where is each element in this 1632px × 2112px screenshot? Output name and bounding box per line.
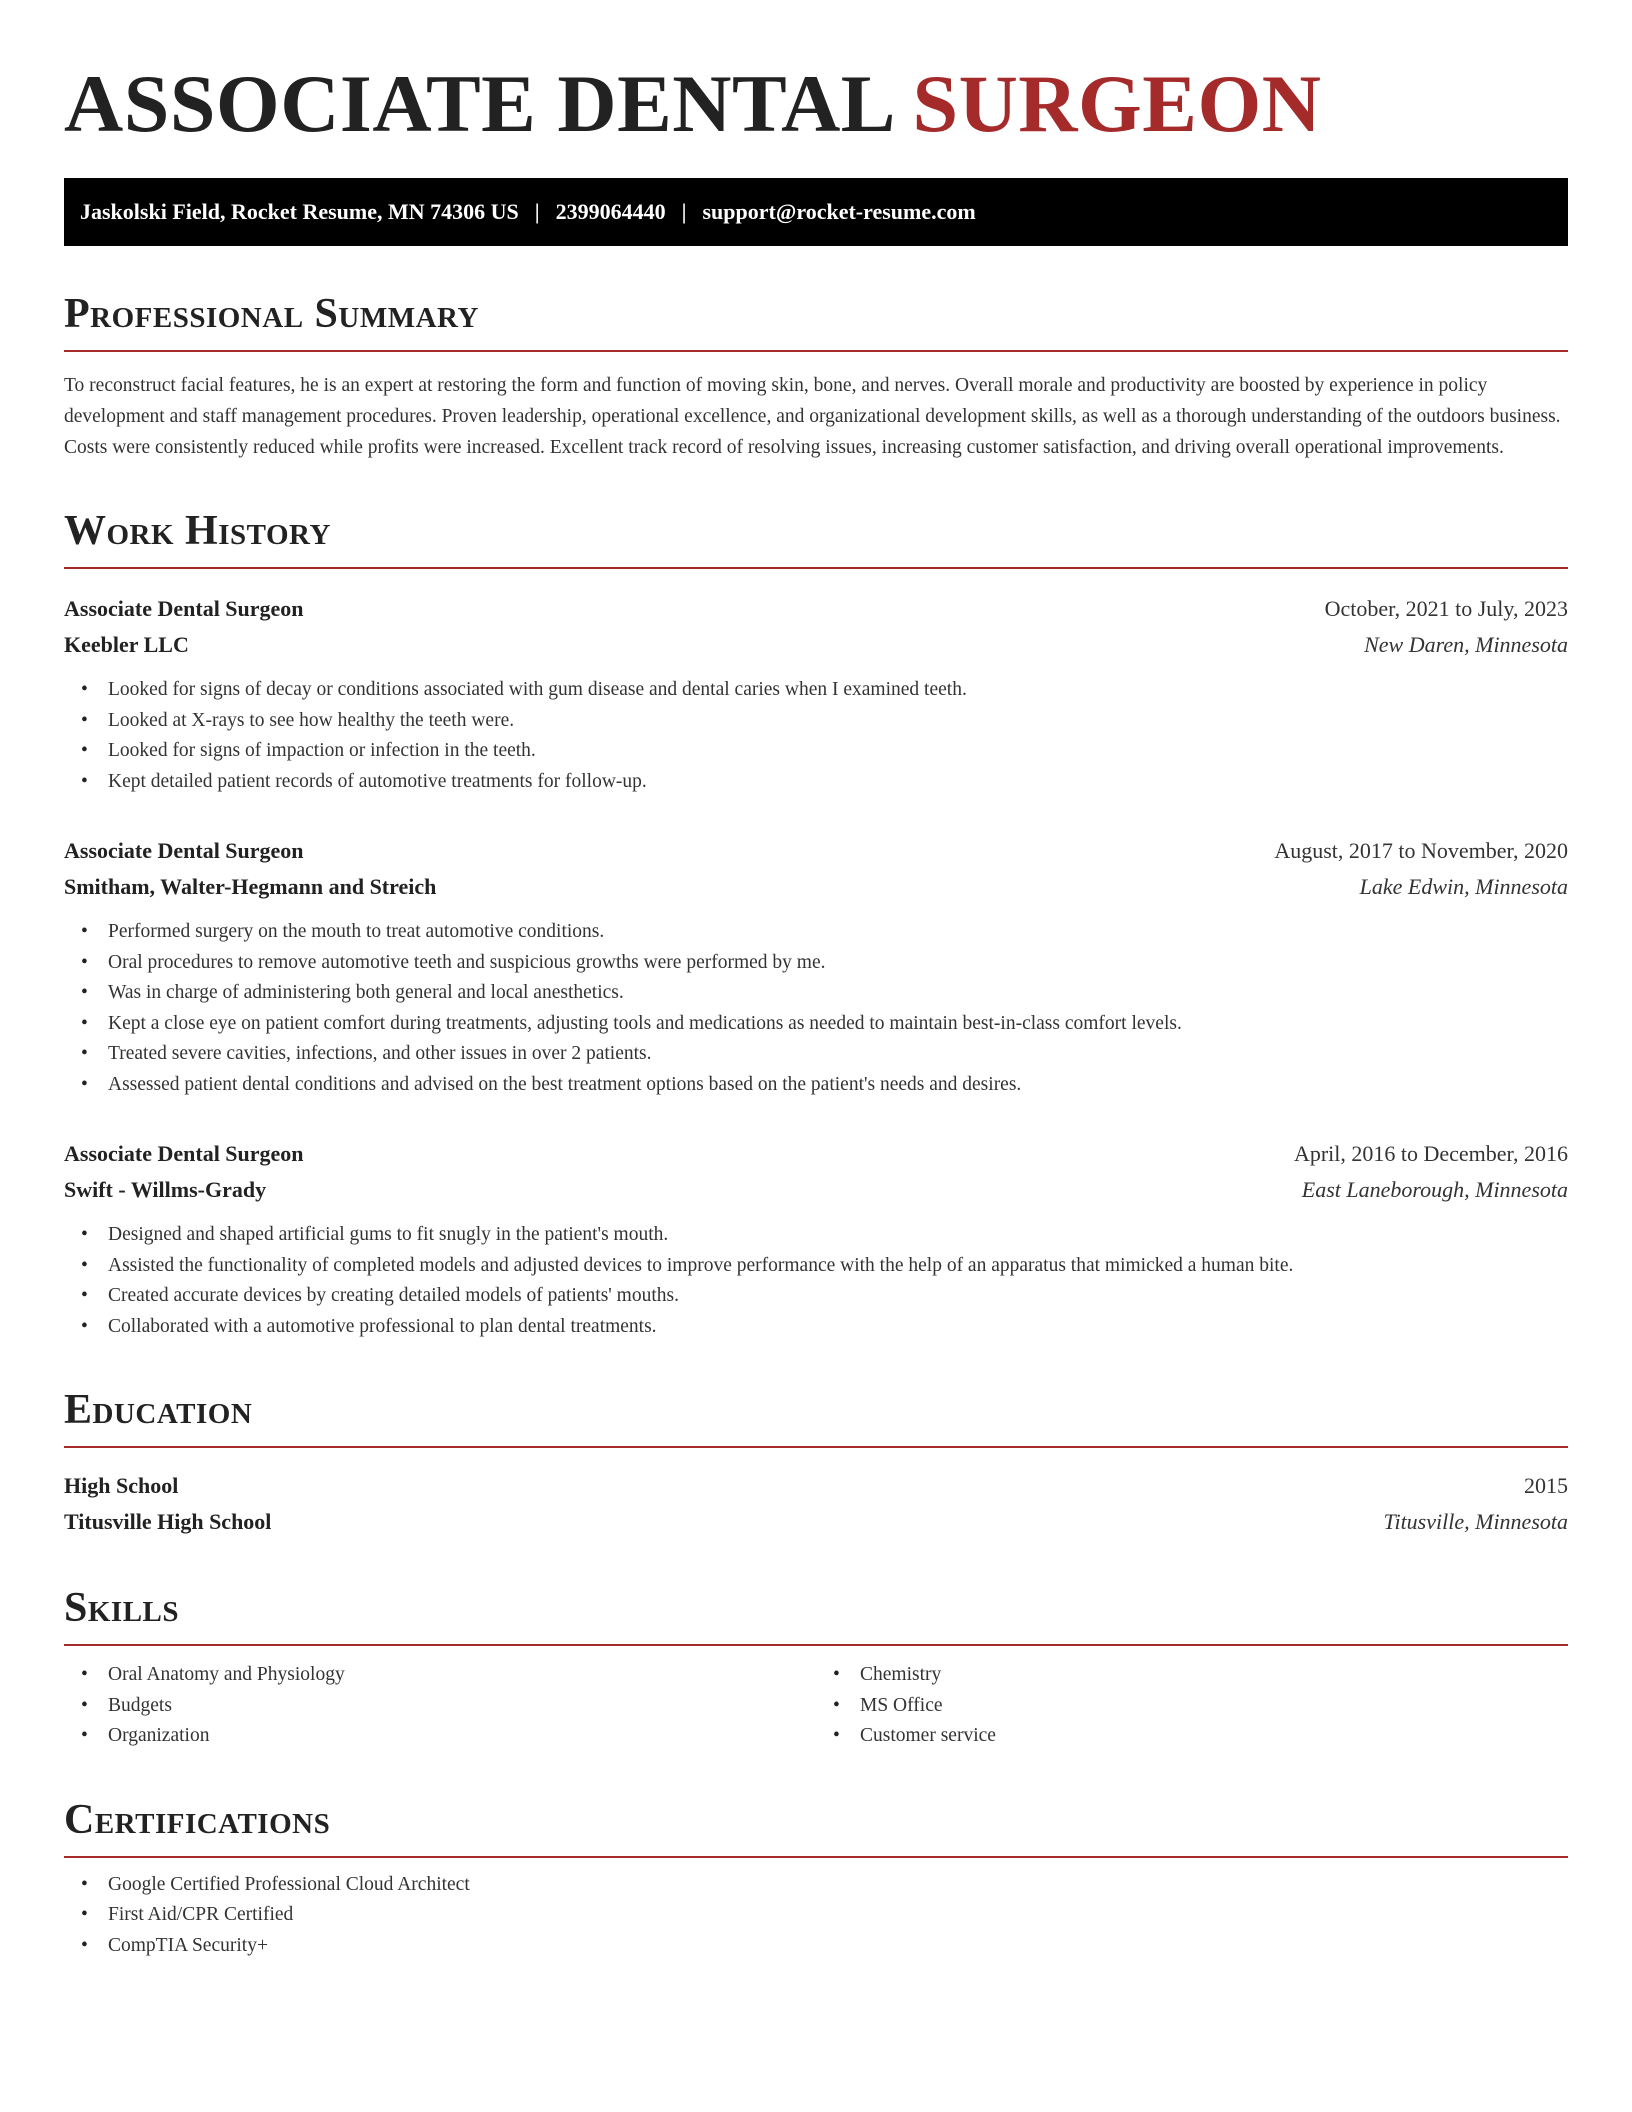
job-bullets — [64, 675, 1568, 797]
skill-item: • Organization — [108, 1721, 816, 1752]
skills-grid — [64, 1660, 1568, 1752]
list-item: • Looked for signs of impaction or infection in the teeth. — [108, 736, 1568, 767]
education-school: Titusville High School — [64, 1509, 272, 1534]
work-history-section — [64, 507, 1568, 1342]
list-item: • Was in charge of administering both general and local anesthetics. — [108, 978, 1568, 1009]
skills-heading: Skills — [64, 1585, 180, 1631]
list-item: • Treated severe cavities, infections, and other issues in over 2 patients. — [108, 1039, 1568, 1070]
summary-heading: Professional Summary — [64, 291, 479, 337]
certifications-heading: Certifications — [64, 1796, 331, 1843]
skills-column-left — [64, 1660, 816, 1752]
certifications-section — [64, 1796, 1568, 1962]
contact-separator: | — [534, 199, 540, 224]
list-item: • Kept a close eye on patient comfort during treatments, adjusting tools and medications as needed to maintain best-in-class comfort levels. — [108, 1009, 1568, 1040]
skill-item: • Budgets — [108, 1691, 816, 1722]
list-item: • Oral procedures to remove automotive teeth and suspicious growths were performed by me. — [108, 948, 1568, 979]
job-role: Associate Dental Surgeon — [64, 1141, 304, 1166]
job-bullets — [64, 917, 1568, 1100]
job-dates: October, 2021 to July, 2023 — [1324, 596, 1568, 621]
education-degree: High School — [64, 1473, 179, 1498]
job-dates: April, 2016 to December, 2016 — [1293, 1141, 1568, 1166]
job-role: Associate Dental Surgeon — [64, 596, 304, 621]
certification-item: • CompTIA Security+ — [108, 1931, 1568, 1962]
certifications-list — [64, 1870, 1568, 1962]
education-year: 2015 — [1524, 1473, 1568, 1498]
section-divider — [64, 1644, 1568, 1646]
skill-item: • Chemistry — [860, 1660, 1568, 1691]
skills-column-right — [816, 1660, 1568, 1752]
contact-phone: 2399064440 — [555, 199, 666, 224]
job-company: Smitham, Walter-Hegmann and Streich — [64, 874, 437, 899]
job-company: Swift - Willms-Grady — [64, 1177, 267, 1202]
job-company: Keebler LLC — [64, 632, 189, 657]
section-divider — [64, 1446, 1568, 1448]
summary-section — [64, 290, 1568, 463]
title-accent: SURGEON — [912, 58, 1322, 149]
list-item: • Looked for signs of decay or conditions associated with gum disease and dental caries when I examined teeth. — [108, 675, 1568, 706]
job-location: New Daren, Minnesota — [1364, 632, 1568, 657]
list-item: • Looked at X-rays to see how healthy the teeth were. — [108, 706, 1568, 737]
section-divider — [64, 1856, 1568, 1858]
education-section — [64, 1386, 1568, 1540]
job-dates: August, 2017 to November, 2020 — [1274, 838, 1568, 863]
title-main: ASSOCIATE DENTAL — [64, 58, 892, 149]
job-entry — [64, 1136, 1568, 1342]
education-heading: Education — [64, 1387, 253, 1433]
certification-item: • Google Certified Professional Cloud Architect — [108, 1870, 1568, 1901]
resume-title — [64, 0, 1568, 152]
job-location: East Laneborough, Minnesota — [1301, 1177, 1568, 1202]
skill-item: • Oral Anatomy and Physiology — [108, 1660, 816, 1691]
job-bullets — [64, 1220, 1568, 1342]
contact-address: Jaskolski Field, Rocket Resume, MN 74306 US — [80, 199, 519, 224]
job-role: Associate Dental Surgeon — [64, 838, 304, 863]
job-location: Lake Edwin, Minnesota — [1359, 874, 1568, 899]
list-item: • Collaborated with a automotive professional to plan dental treatments. — [108, 1312, 1568, 1343]
list-item: • Assisted the functionality of completed models and adjusted devices to improve performance with the help of an apparatus that mimicked a human bite. — [108, 1251, 1568, 1282]
contact-bar — [64, 178, 1568, 246]
list-item: • Designed and shaped artificial gums to fit snugly in the patient's mouth. — [108, 1220, 1568, 1251]
education-entry — [64, 1468, 1568, 1540]
section-divider — [64, 567, 1568, 569]
skills-section — [64, 1584, 1568, 1752]
section-divider — [64, 350, 1568, 352]
job-entry — [64, 833, 1568, 1100]
summary-text: To reconstruct facial features, he is an expert at restoring the form and function of moving skin, bone, and nerves. Overall morale and productivity are boosted by experience in policy development and staff management procedures. Proven leadership, operational excellence, and organizational development skills, as well as a thorough understanding of the outdoors business. Costs were consistently reduced while profits were increased. Excellent track record of resolving issues, increasing customer satisfaction, and driving overall operational improvements. — [64, 375, 1561, 458]
job-entry — [64, 591, 1568, 797]
list-item: • Assessed patient dental conditions and advised on the best treatment options based on the patient's needs and desires. — [108, 1070, 1568, 1101]
education-location: Titusville, Minnesota — [1383, 1509, 1568, 1534]
list-item: • Kept detailed patient records of automotive treatments for follow-up. — [108, 767, 1568, 798]
certification-item: • First Aid/CPR Certified — [108, 1900, 1568, 1931]
list-item: • Performed surgery on the mouth to treat automotive conditions. — [108, 917, 1568, 948]
skill-item: • MS Office — [860, 1691, 1568, 1722]
list-item: • Created accurate devices by creating detailed models of patients' mouths. — [108, 1281, 1568, 1312]
contact-email: support@rocket-resume.com — [702, 199, 976, 224]
skill-item: • Customer service — [860, 1721, 1568, 1752]
work-history-heading: Work History — [64, 508, 331, 554]
contact-separator: | — [681, 199, 687, 224]
